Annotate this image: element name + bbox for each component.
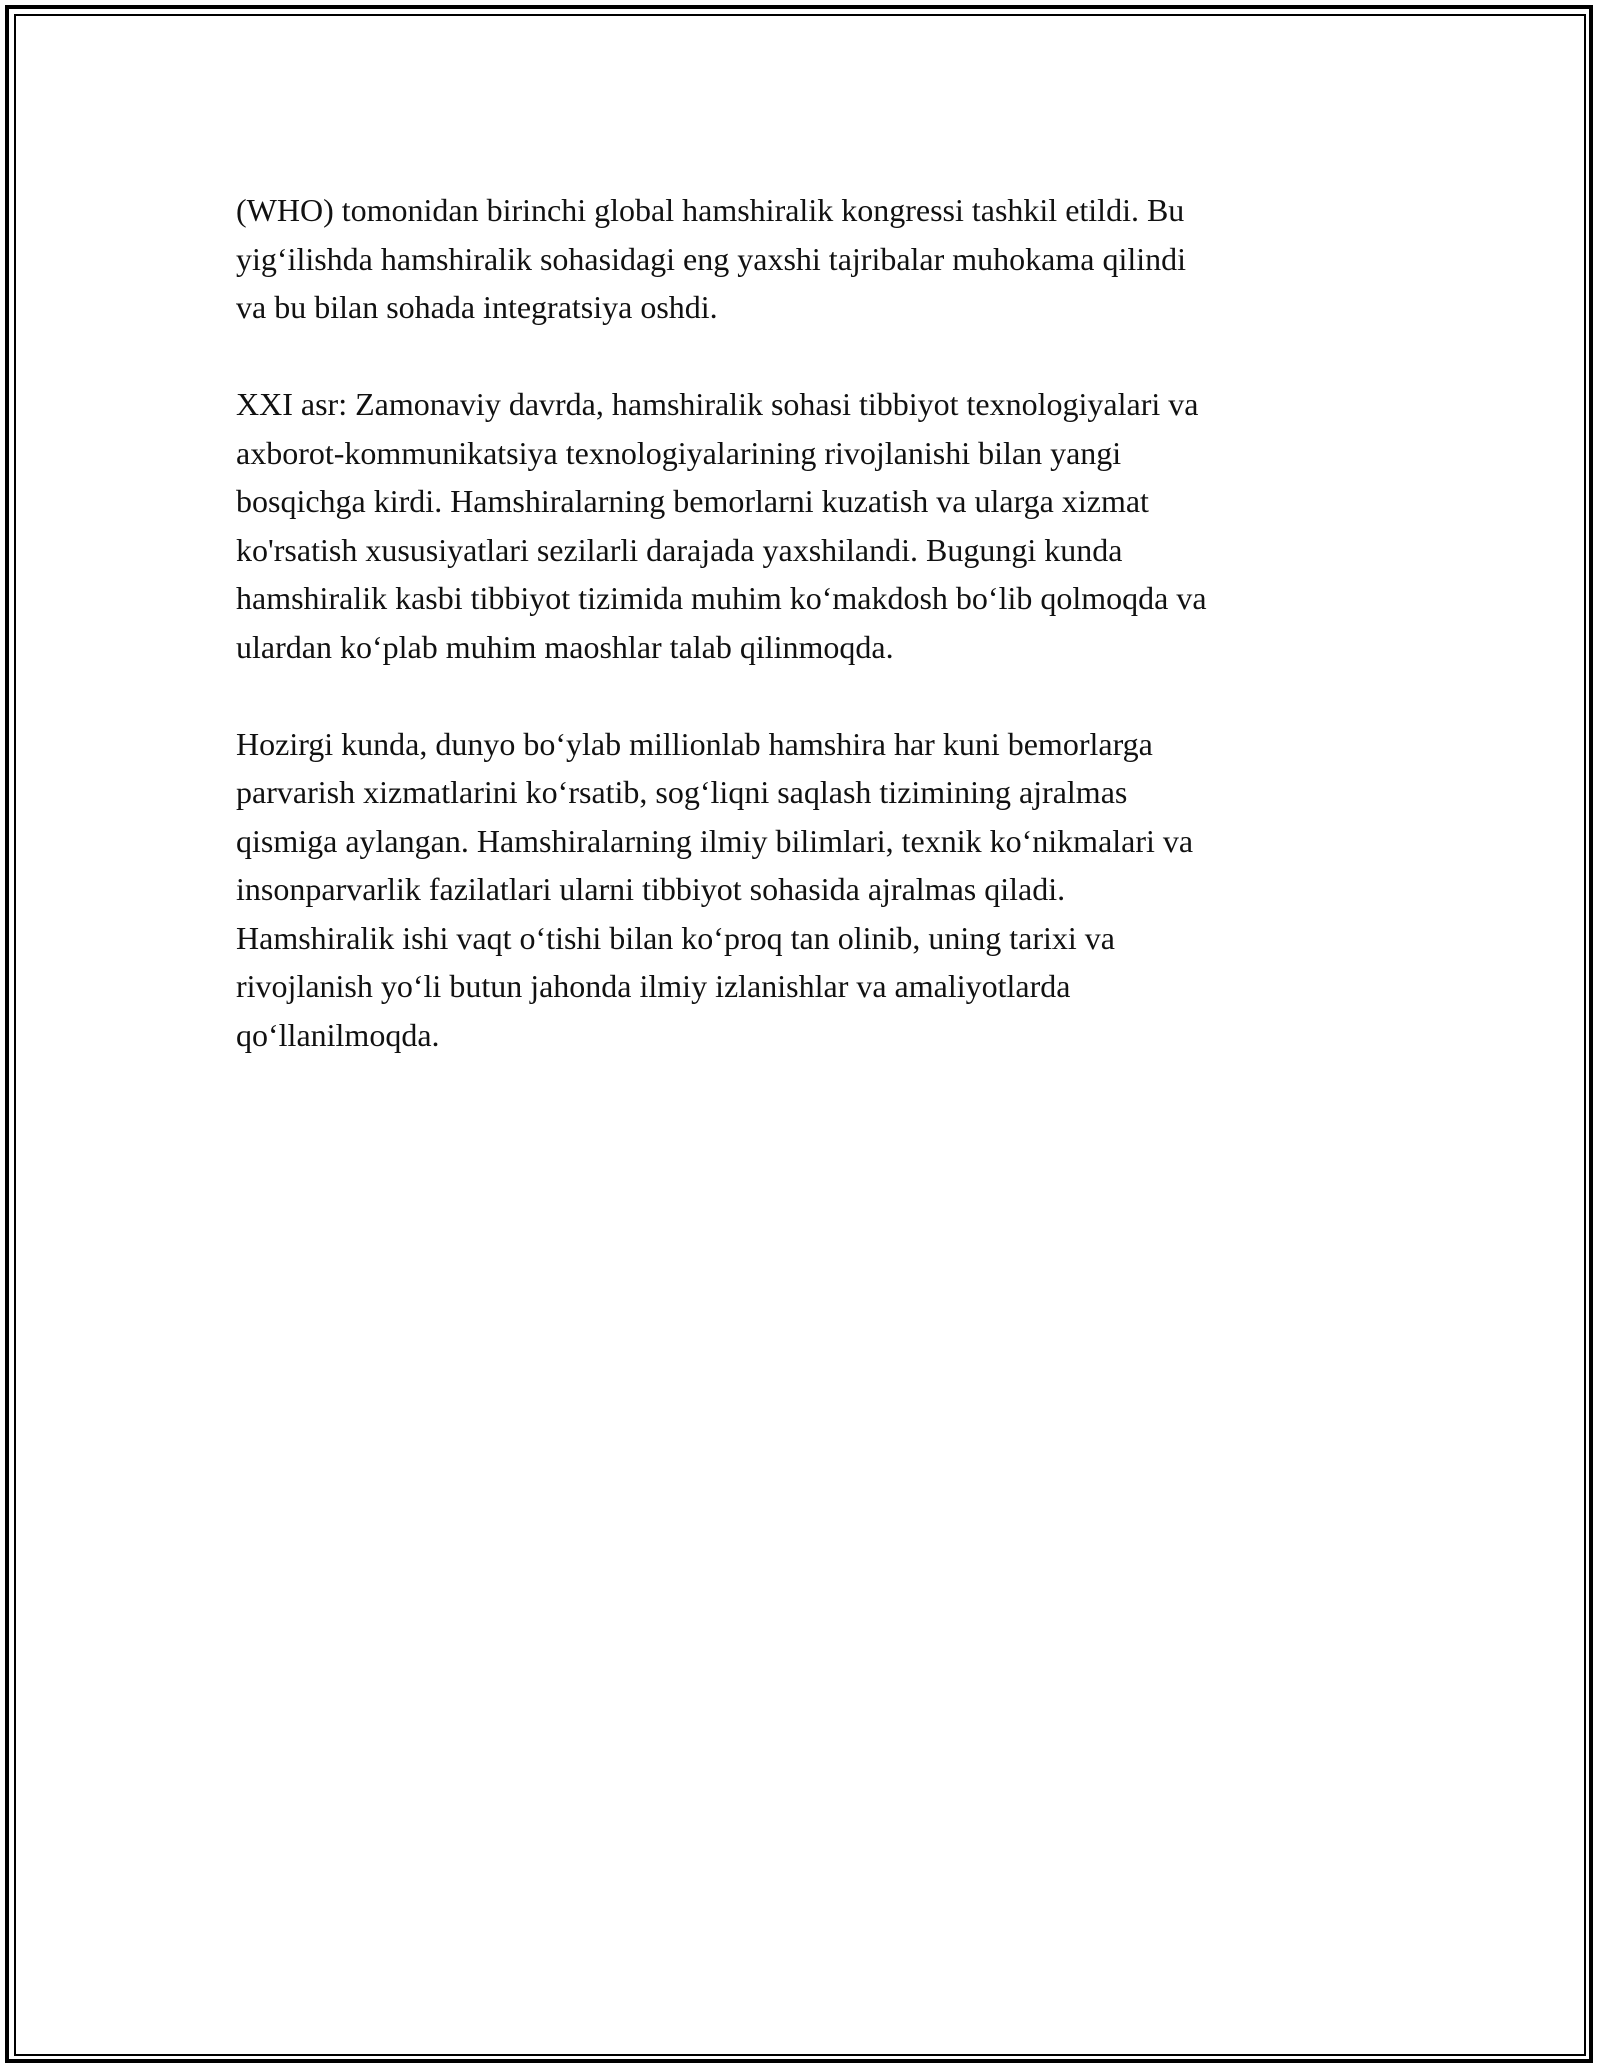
paragraph-present-day: Hozirgi kunda, dunyo bo‘ylab millionlab hamshira har kuni bemorlarga parvarish xizmatlarini ko‘rsatib, sog‘liqni saqlash tizimining ajralmas qismiga aylangan. Hamshiralarning ilmiy bilimlari, texnik ko‘nikmalari va insonparvarlik fazilatlari ularni tibbiyot sohasida ajralmas qiladi. Hamshiralik ishi vaqt o‘tishi bilan ko‘proq tan olinib, uning tarixi va rivojlanish yo‘li butun jahonda ilmiy izlanishlar va amaliyotlarda qo‘llanilmoqda. — [236, 725, 1194, 1053]
document-body — [236, 186, 1366, 1108]
paragraph-xxi-century: XXI asr: Zamonaviy davrda, hamshiralik sohasi tibbiyot texnologiyalari va axborot-kommunikatsiya texnologiyalarining rivojlanishi bilan yangi bosqichga kirdi. Hamshiralarning bemorlarni kuzatish va ularga xizmat ko'rsatish xususiyatlari sezilarli darajada yaxshilandi. Bugungi kunda hamshiralik kasbi tibbiyot tizimida muhim ko‘makdosh bo‘lib qolmoqda va ulardan ko‘plab muhim maoshlar talab qilinmoqda. — [236, 386, 1207, 665]
paragraph-who-congress: (WHO) tomonidan birinchi global hamshiralik kongressi tashkil etildi. Bu yig‘ilishda hamshiralik sohasidagi eng yaxshi tajribalar muhokama qilindi va bu bilan sohada integratsiya oshdi. — [236, 192, 1187, 325]
